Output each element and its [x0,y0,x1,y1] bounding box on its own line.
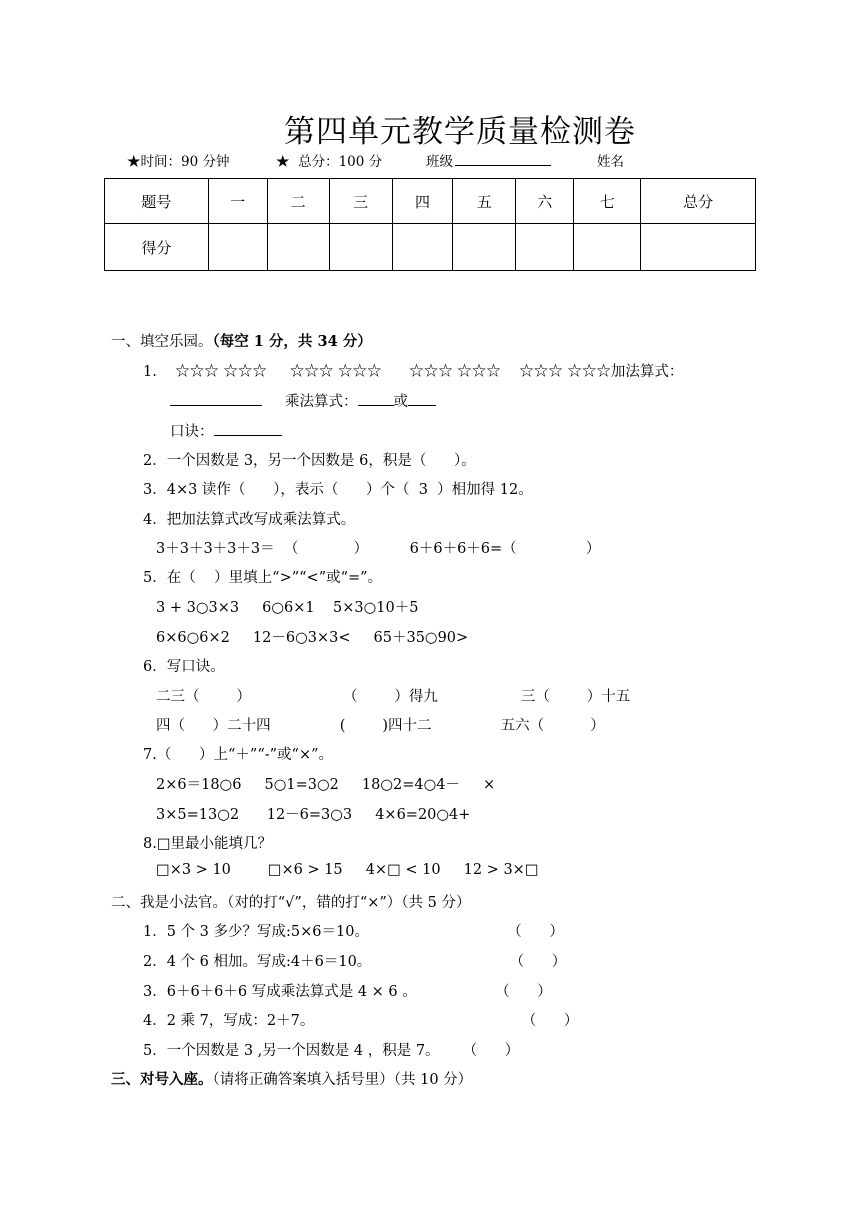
q1-stars: ☆☆☆ ☆☆☆ ☆☆☆ ☆☆☆ ☆☆☆ ☆☆☆ ☆☆☆ ☆☆☆加法算式： [175,364,684,380]
q1-or: 或 [393,394,409,410]
score-entry-cell[interactable] [574,224,641,271]
section2-heading: 二、我是小法官。（对的打“√”，错的打“×”）（共 5 分） [111,895,471,911]
q4: 4．把加法算式改写成乘法算式。 [143,512,356,528]
q5-row-a: 3 + 3○3×3 6○6×1 5×3○10＋5 [156,600,419,616]
score-table [104,178,756,271]
q1-mul-blank-2[interactable] [408,393,436,406]
score-entry-cell[interactable] [267,224,329,271]
q3: 3．4×3 读作（ ），表示（ ）个（ 3 ）相加得 12。 [143,482,533,498]
q8-row: □×3 > 10 □×6 > 15 4×□ < 10 12 > 3×□ [156,862,539,878]
table-cell: 六 [516,179,574,224]
score-entry-cell[interactable] [516,224,574,271]
q6: 6．写口诀。 [143,659,225,675]
table-cell: 一 [208,179,267,224]
q6-row-b: 四（ ）二十四 ( )四十二 五六（ ） [156,718,605,734]
page-title: 第四单元教学质量检测卷 [284,114,636,150]
section1-note: （每空 1 分，共 34 分） [212,333,372,350]
score-entry-cell[interactable] [392,224,453,271]
time-info: ★时间：90 分钟 [127,154,230,170]
judge-item-5: 5．一个因数是 3 ,另一个因数是 4 ，积是 7。 （ ） [143,1043,520,1059]
section3-note: （请将正确答案填入括号里）（共 10 分） [212,1072,473,1088]
judge-item-4: 4．2 乘 7，写成：2＋7。 （ ） [143,1013,579,1029]
q8: 8.□里最小能填几？ [143,836,273,852]
q1-line [143,360,683,381]
q4-answers: 3＋3＋3＋3＋3＝ （ ） 6＋6＋6＋6=（ ） [156,541,601,557]
q7-row-a: 2×6＝18○6 5○1=3○2 18○2=4○4－ × [156,777,496,793]
table-cell: 二 [267,179,329,224]
table-cell: 四 [392,179,453,224]
score-table-header-row [105,179,756,224]
q1-koujue-label: 口诀： [170,424,214,440]
q1-mul-blank-1[interactable] [358,393,394,406]
section3-heading [111,1068,472,1089]
q1-koujue-line [170,420,282,441]
q5-row-b: 6×6○6×2 12－6○3×3< 65＋35○90> [156,630,469,646]
q1-mul-label: 乘法算式： [285,394,358,410]
q1-add-blank[interactable] [170,393,262,406]
q1-mul-line [170,390,436,411]
score-entry-cell[interactable] [329,224,392,271]
table-cell: 五 [453,179,516,224]
table-cell: 三 [329,179,392,224]
score-info: ★ 总分：100 分 [276,154,383,170]
table-cell: 得分 [105,224,209,271]
table-cell: 总分 [641,179,756,224]
name-label: 姓名 [597,154,624,170]
q2: 2．一个因数是 3，另一个因数是 6，积是（ ）。 [143,453,476,469]
section1-heading [111,330,372,351]
q6-row-a: 二三（ ） （ ）得九 三（ ）十五 [156,689,631,705]
score-entry-cell[interactable] [208,224,267,271]
section1-title: 一、填空乐园。 [111,334,213,350]
score-entry-cell[interactable] [641,224,756,271]
q5: 5．在（ ）里填上“>”“<”或“=”。 [143,570,383,586]
table-cell: 题号 [105,179,209,224]
class-field [426,150,551,170]
q7-row-b: 3×5=13○2 12－6=3○3 4×6=20○4+ [156,807,471,823]
class-label: 班级 [426,154,453,170]
class-blank [455,153,551,166]
table-cell: 七 [574,179,641,224]
judge-item-3: 3．6＋6＋6＋6 写成乘法算式是 4 × 6 。 （ ） [143,984,552,1000]
q7: 7.（ ）上“＋”“-”或“×”。 [143,747,334,763]
judge-item-2: 2．4 个 6 相加。写成:4＋6＝10。 （ ） [143,954,567,970]
section3-title: 三、对号入座。 [111,1071,213,1088]
score-table-score-row [105,224,756,271]
judge-item-1: 1．5 个 3 多少？写成:5×6＝10。 （ ） [143,924,564,940]
q1-number: 1. [143,364,157,380]
score-entry-cell[interactable] [453,224,516,271]
q1-koujue-blank[interactable] [214,423,282,436]
